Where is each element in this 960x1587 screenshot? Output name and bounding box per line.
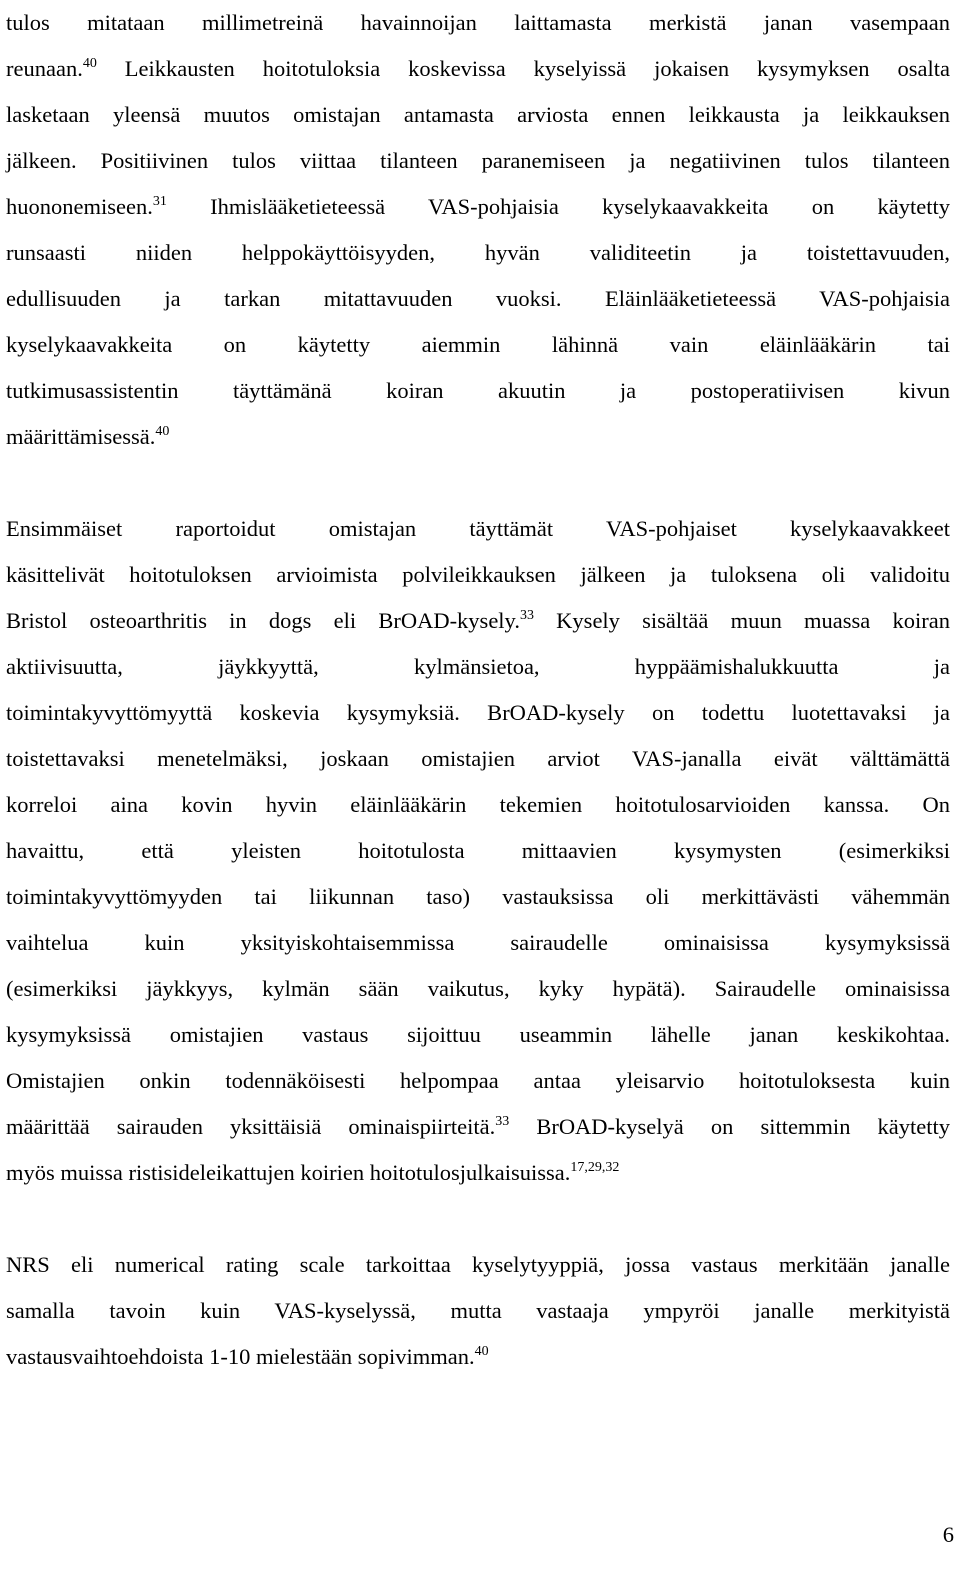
text-line — [6, 322, 950, 368]
citation-superscript: 40 — [474, 1344, 489, 1359]
text-line — [6, 552, 950, 598]
text-run: määrittämisessä. — [6, 424, 156, 449]
text-run: tulos mitataan millimetreinä havainnoijan laittamasta merkistä janan vasempaan — [6, 10, 950, 35]
text-run: vaihtelua kuin yksityiskohtaisemmissa sairaudelle ominaisissa kysymyksissä — [6, 930, 950, 955]
text-run: vastausvaihtoehdoista 1-10 mielestään sopivimman. — [6, 1344, 475, 1369]
text-line — [6, 1104, 950, 1150]
text-run: korreloi aina kovin hyvin eläinlääkärin tekemien hoitotulosarvioiden kanssa. On — [6, 792, 950, 817]
text-line — [6, 782, 950, 828]
text-run: toistettavaksi menetelmäksi, joskaan omistajien arviot VAS-janalla eivät välttämättä — [6, 746, 950, 771]
citation-superscript: 31 — [152, 194, 167, 209]
citation-superscript: 33 — [519, 608, 534, 623]
text-line — [6, 276, 950, 322]
citation-superscript: 40 — [155, 424, 170, 439]
text-line — [6, 368, 950, 414]
text-line — [6, 230, 950, 276]
text-run: lasketaan yleensä muutos omistajan antamasta arviosta ennen leikkausta ja leikkauksen — [6, 102, 950, 127]
citation-superscript: 17,29,32 — [570, 1160, 620, 1175]
text-run: aktiivisuutta, jäykkyyttä, kylmänsietoa, hyppäämishalukkuutta ja — [6, 654, 950, 679]
text-run: runsaasti niiden helppokäyttöisyyden, hyvän validiteetin ja toistettavuuden, — [6, 240, 950, 265]
text-run: määrittää sairauden yksittäisiä ominaispiirteitä. — [6, 1114, 496, 1139]
text-run: BrOAD-kyselyä on sittemmin käytetty — [509, 1114, 950, 1139]
text-line — [6, 920, 950, 966]
text-line — [6, 966, 950, 1012]
paragraph-gap — [6, 460, 950, 506]
text-line — [6, 1288, 950, 1334]
text-line — [6, 184, 950, 230]
text-run: NRS eli numerical rating scale tarkoittaa kyselytyyppiä, jossa vastaus merkitään janalle — [6, 1252, 950, 1277]
text-run: toimintakyvyttömyyttä koskevia kysymyksiä. BrOAD-kysely on todettu luotettavaksi ja — [6, 700, 950, 725]
text-run: (esimerkiksi jäykkyys, kylmän sään vaikutus, kyky hypätä). Sairaudelle ominaisissa — [6, 976, 950, 1001]
text-run: käsittelivät hoitotuloksen arvioimista polvileikkauksen jälkeen ja tuloksena oli validoitu — [6, 562, 950, 587]
text-run: edullisuuden ja tarkan mitattavuuden vuoksi. Eläinlääketieteessä VAS-pohjaisia — [6, 286, 950, 311]
text-line — [6, 92, 950, 138]
text-run: huononemiseen. — [6, 194, 153, 219]
paragraph-2 — [6, 506, 950, 1196]
text-line — [6, 736, 950, 782]
text-run: Ensimmäiset raportoidut omistajan täyttämät VAS-pohjaiset kyselykaavakkeet — [6, 516, 950, 541]
text-run: Leikkausten hoitotuloksia koskevissa kyselyissä jokaisen kysymyksen osalta — [96, 56, 950, 81]
text-line — [6, 1242, 950, 1288]
text-run: tutkimusassistentin täyttämänä koiran akuutin ja postoperatiivisen kivun — [6, 378, 950, 403]
text-line — [6, 506, 950, 552]
paragraph-gap — [6, 1196, 950, 1242]
text-line — [6, 414, 950, 460]
text-run: Bristol osteoarthritis in dogs eli BrOAD-kysely. — [6, 608, 520, 633]
text-line — [6, 598, 950, 644]
text-run: reunaan. — [6, 56, 83, 81]
text-run: Ihmislääketieteessä VAS-pohjaisia kyselykaavakkeita on käytetty — [166, 194, 950, 219]
text-line — [6, 138, 950, 184]
text-run: myös muissa ristisideleikattujen koirien hoitotulosjulkaisuissa. — [6, 1160, 571, 1185]
text-run: kyselykaavakkeita on käytetty aiemmin lähinnä vain eläinlääkärin tai — [6, 332, 950, 357]
text-run: Omistajien onkin todennäköisesti helpompaa antaa yleisarvio hoitotuloksesta kuin — [6, 1068, 950, 1093]
text-line — [6, 46, 950, 92]
text-line — [6, 644, 950, 690]
text-line — [6, 828, 950, 874]
text-run: samalla tavoin kuin VAS-kyselyssä, mutta vastaaja ympyröi janalle merkityistä — [6, 1298, 950, 1323]
document-page — [6, 0, 950, 1380]
text-line — [6, 1334, 950, 1380]
text-run: kysymyksissä omistajien vastaus sijoittuu useammin lähelle janan keskikohtaa. — [6, 1022, 950, 1047]
citation-superscript: 33 — [495, 1114, 510, 1129]
paragraph-1 — [6, 0, 950, 460]
text-run: havaittu, että yleisten hoitotulosta mittaavien kysymysten (esimerkiksi — [6, 838, 950, 863]
text-line — [6, 874, 950, 920]
text-line — [6, 1058, 950, 1104]
text-line — [6, 1150, 950, 1196]
text-line — [6, 1012, 950, 1058]
text-run: toimintakyvyttömyyden tai liikunnan taso) vastauksissa oli merkittävästi vähemmän — [6, 884, 950, 909]
citation-superscript: 40 — [82, 56, 97, 71]
text-line — [6, 690, 950, 736]
paragraph-3 — [6, 1242, 950, 1380]
text-run: jälkeen. Positiivinen tulos viittaa tilanteen paranemiseen ja negatiivinen tulos tilanteen — [6, 148, 950, 173]
text-line — [6, 0, 950, 46]
text-run: Kysely sisältää muun muassa koiran — [533, 608, 950, 633]
page-number: 6 — [942, 1522, 954, 1547]
